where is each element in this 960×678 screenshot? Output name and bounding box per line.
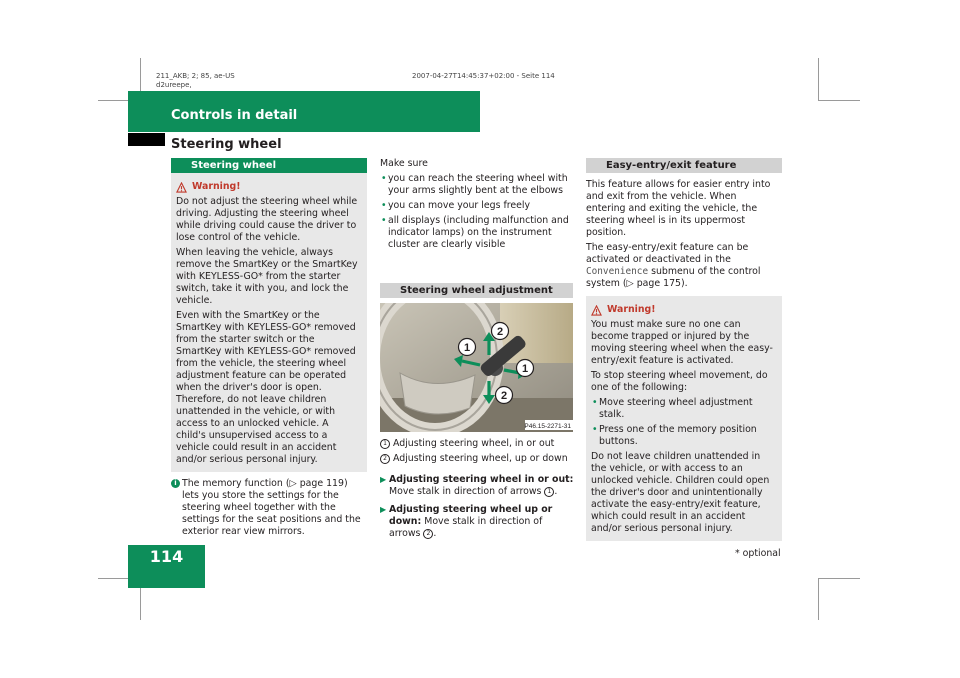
- legend-item: 1 Adjusting steering wheel, in or out: [380, 438, 576, 450]
- warning-box: [171, 173, 367, 472]
- bullet-icon: •: [592, 397, 598, 408]
- column-1: [171, 158, 367, 538]
- easy-entry-text: [586, 179, 782, 290]
- bullet-icon: •: [381, 215, 387, 226]
- instruction-step: ▶ Adjusting steering wheel up or down: Move stalk in direction of arrows 2 .: [380, 504, 553, 539]
- steering-wheel-figure: [380, 303, 573, 432]
- print-timestamp: 2007-04-27T14:45:37+02:00 - Seite 114: [412, 72, 555, 80]
- warning-paragraph: Do not leave children unattended in the vehicle, or with access to an unlocked vehicle. Children could open the driver's door and unintentionally activate the easy-entry/exit feature, which could result in an accident and/or serious personal injury.: [591, 451, 770, 534]
- menu-name: Convenience: [586, 266, 649, 277]
- warning-box: [586, 296, 782, 541]
- crop-mark: [818, 578, 860, 579]
- page-number: 114: [149, 547, 184, 566]
- bullet-icon: •: [592, 424, 598, 435]
- figure-label-1: 1: [463, 342, 471, 354]
- bullet-icon: •: [381, 200, 387, 211]
- list-item: • Press one of the memory position buttons.: [592, 424, 757, 447]
- step-arrow-icon: ▶: [380, 475, 387, 484]
- print-meta: [156, 72, 235, 90]
- list-item: • all displays (including malfunction and indicator lamps) on the instrument cluster are clearly visible: [381, 215, 569, 250]
- warning-triangle-icon: [176, 182, 187, 193]
- crop-mark: [818, 578, 819, 620]
- figure-heading: Steering wheel adjustment: [380, 283, 573, 298]
- figure-legend: [380, 438, 576, 540]
- warning-header: [591, 304, 776, 316]
- warning-paragraph: You must make sure no one can become trapped or injured by the moving steering wheel when the easy-entry/exit feature is activated.: [591, 319, 773, 366]
- section-heading-easy-entry: Easy-entry/exit feature: [586, 158, 782, 173]
- step-arrow-icon: ▶: [380, 505, 387, 514]
- legend-item: 2 Adjusting steering wheel, up or down: [380, 453, 576, 465]
- warning-paragraph: When leaving the vehicle, always remove the SmartKey or the SmartKey with KEYLESS-GO* from the starter switch, take it with you, and lock the vehicle.: [176, 247, 358, 306]
- instruction-step: ▶ Adjusting steering wheel in or out: Move stalk in direction of arrows 1 .: [380, 474, 574, 497]
- warning-title: Warning!: [192, 181, 241, 192]
- figure-label-2: 2: [496, 326, 504, 338]
- figure-code: P46.15-2271-31: [524, 423, 571, 430]
- footnote: * optional: [735, 548, 781, 559]
- list-item: • Move steering wheel adjustment stalk.: [592, 397, 753, 420]
- crop-mark: [818, 58, 819, 100]
- page-subtitle: Steering wheel: [171, 137, 282, 152]
- info-text: The memory function (▷ page 119) lets you store the settings for the steering wheel together with the settings for the seat positions and the exterior rear view mirrors.: [182, 478, 361, 537]
- intro-text: Make sure: [380, 158, 428, 169]
- list-item: • you can move your legs freely: [381, 200, 531, 211]
- warning-paragraph: Even with the SmartKey or the SmartKey with KEYLESS-GO* removed from the starter switch or the SmartKey with KEYLESS-GO* removed from the vehicle, the steering wheel adjustment feature can be operated when the driver's door is open. Therefore, do not leave children unattended in the vehicle, or with access to an unlocked vehicle. A child's unsupervised access to a vehicle could result in an accident and/or serious personal injury.: [176, 310, 356, 465]
- list-item: • you can reach the steering wheel with your arms slightly bent at the elbows: [381, 173, 568, 196]
- warning-triangle-icon: [591, 305, 602, 316]
- print-meta-line2: d2ureepe,: [156, 81, 192, 89]
- column-2: [380, 158, 576, 251]
- figure-label-2: 2: [500, 390, 508, 402]
- paragraph: This feature allows for easier entry into and exit from the vehicle. When entering and exiting the vehicle, the steering wheel is in its uppermost position.: [586, 179, 771, 238]
- warning-paragraph: To stop steering wheel movement, do one of the following:: [591, 370, 768, 393]
- paragraph: The easy-entry/exit feature can be activated or deactivated in the Convenience submenu of the control system (▷ page 175).: [586, 242, 761, 289]
- section-title: Controls in detail: [171, 108, 298, 123]
- warning-paragraph: Do not adjust the steering wheel while driving. Adjusting the steering wheel while driving could cause the driver to lose control of the vehicle.: [176, 196, 358, 243]
- section-heading-steering-wheel: Steering wheel: [171, 158, 367, 173]
- header-tab-marker: [128, 133, 165, 146]
- steering-wheel-illustration: [380, 303, 573, 432]
- crop-mark: [818, 100, 860, 101]
- print-meta-line1: 211_AKB; 2; 85, ae-US: [156, 72, 235, 80]
- column-3: [586, 158, 782, 541]
- warning-header: [176, 181, 361, 193]
- figure-label-1: 1: [521, 363, 529, 375]
- info-note: [171, 478, 367, 538]
- info-icon: i: [171, 479, 180, 488]
- warning-title: Warning!: [607, 304, 656, 315]
- bullet-icon: •: [381, 173, 387, 184]
